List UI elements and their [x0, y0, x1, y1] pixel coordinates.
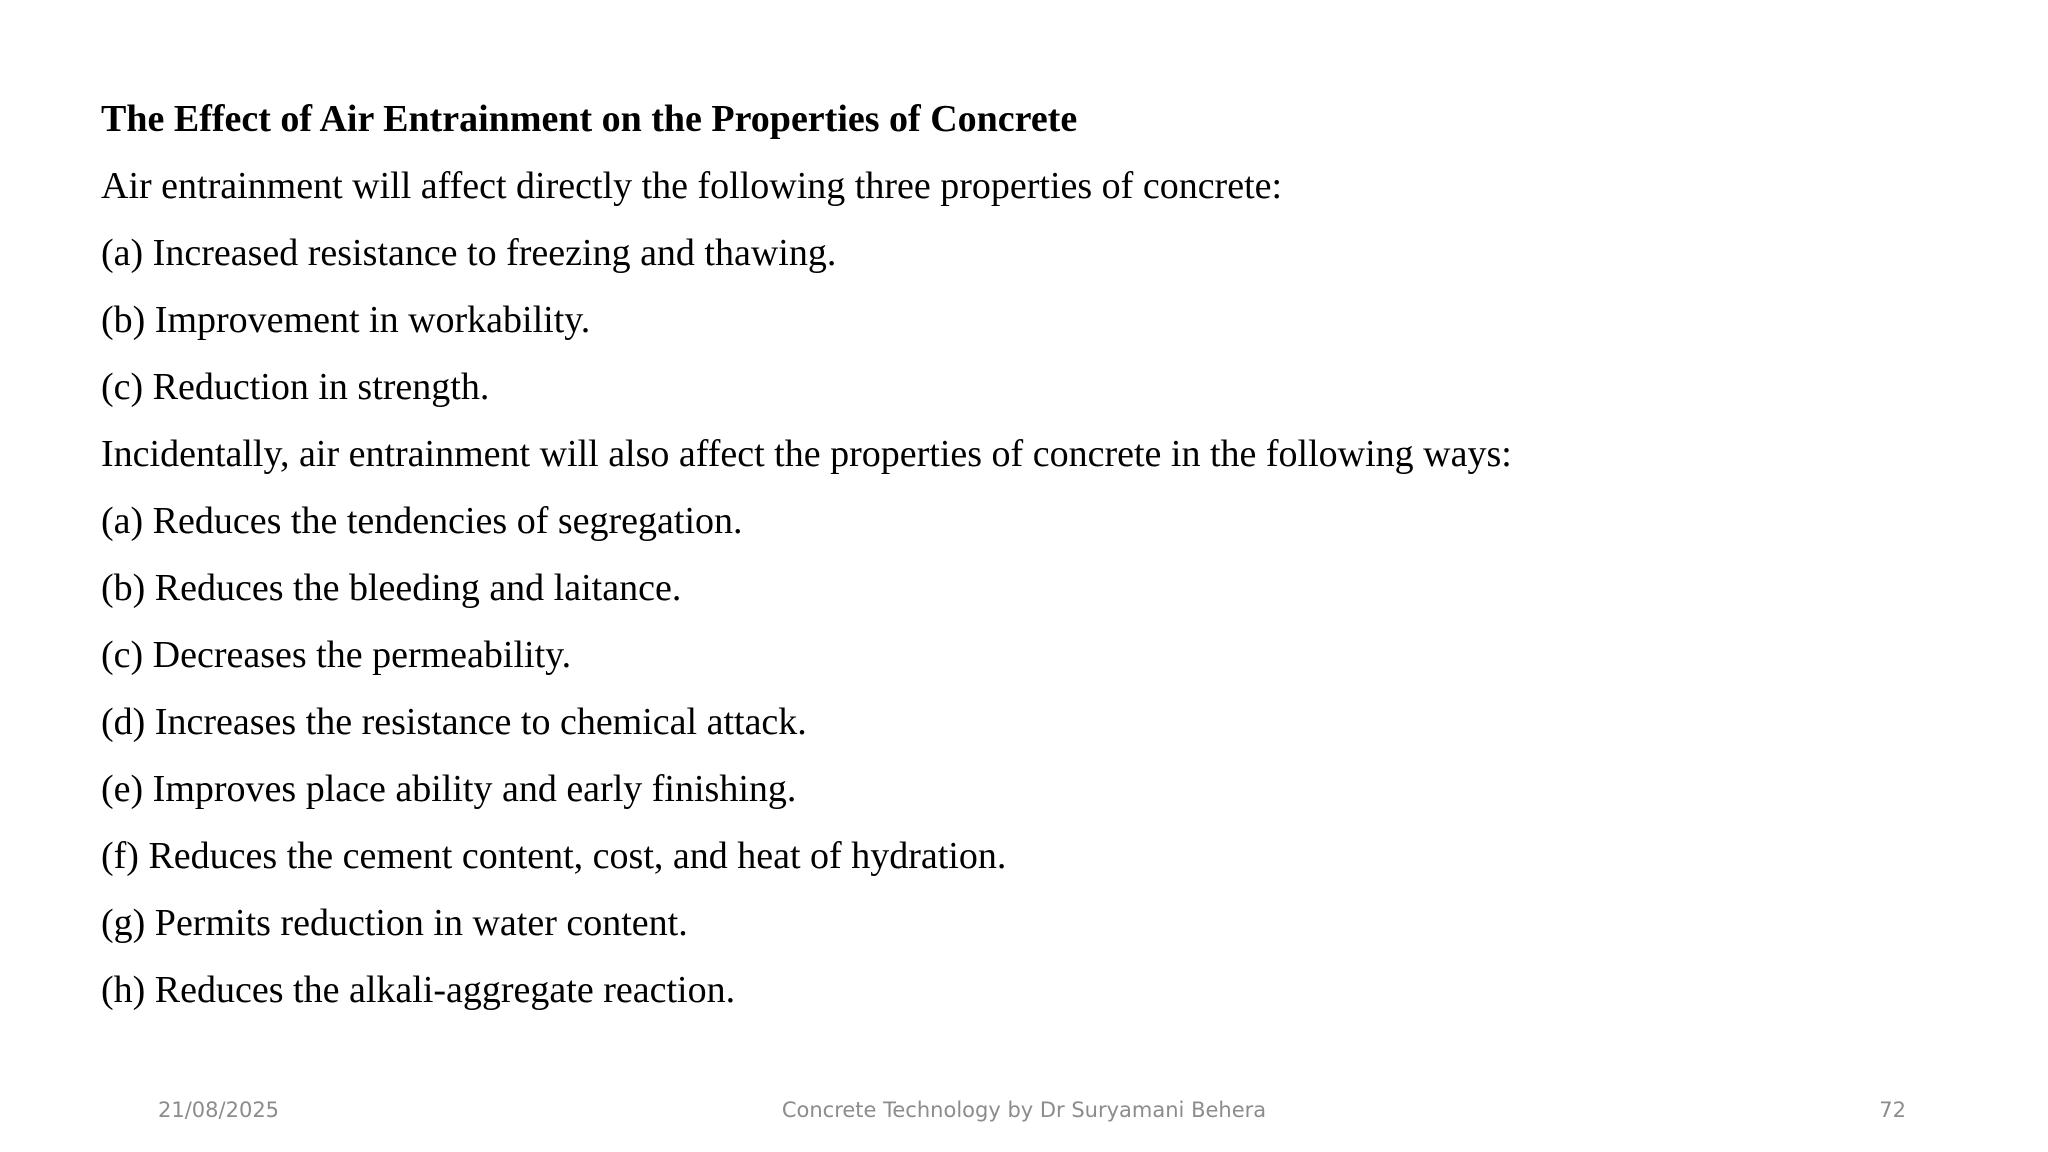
list-item: (c) Reduction in strength. — [101, 366, 490, 408]
list-item: (b) Reduces the bleeding and laitance. — [101, 567, 682, 609]
text-line: Air entrainment will affect directly the following three properties of concrete: — [101, 165, 1283, 207]
list-item: (g) Permits reduction in water content. — [101, 902, 688, 944]
slide-title: The Effect of Air Entrainment on the Properties of Concrete — [101, 98, 1078, 140]
list-item: (a) Reduces the tendencies of segregation. — [101, 500, 743, 542]
footer-title: Concrete Technology by Dr Suryamani Behera — [781, 1098, 1267, 1122]
list-item: (a) Increased resistance to freezing and thawing. — [101, 232, 837, 274]
list-item: (c) Decreases the permeability. — [101, 634, 572, 676]
list-item: (f) Reduces the cement content, cost, and heat of hydration. — [101, 835, 1007, 877]
list-item: (d) Increases the resistance to chemical attack. — [101, 701, 807, 743]
list-item: (e) Improves place ability and early finishing. — [101, 768, 797, 810]
slide-content — [101, 86, 1951, 1024]
list-item: (b) Improvement in workability. — [101, 299, 591, 341]
text-line: Incidentally, air entrainment will also affect the properties of concrete in the following ways: — [101, 433, 1512, 475]
list-item: (h) Reduces the alkali-aggregate reaction. — [101, 969, 736, 1011]
footer-date: 21/08/2025 — [158, 1098, 280, 1122]
page-number: 72 — [1879, 1098, 1906, 1122]
